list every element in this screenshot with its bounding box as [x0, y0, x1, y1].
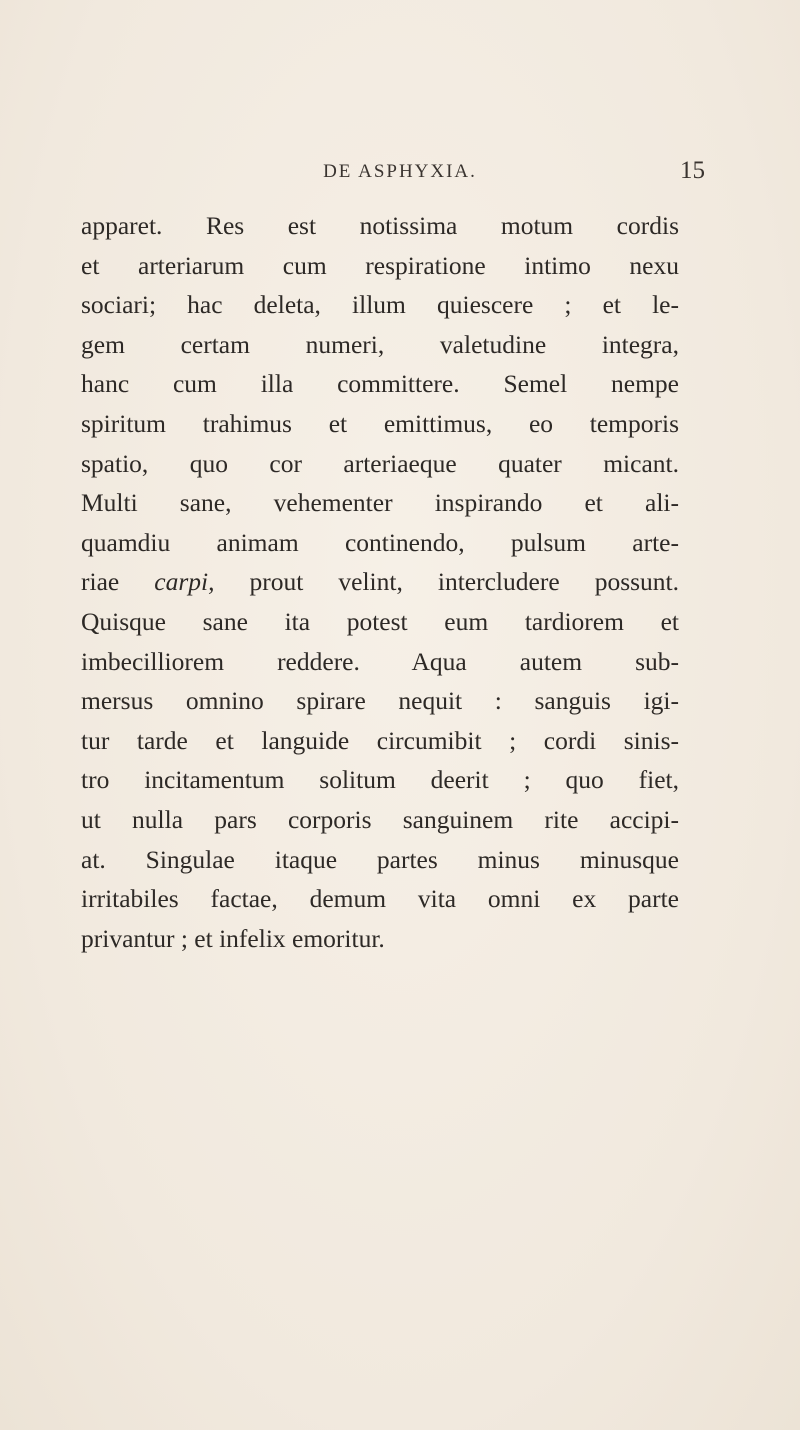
- text-line-last: privantur ; et infelix emoritur.: [81, 923, 385, 953]
- italic-term: carpi,: [154, 567, 215, 597]
- text-line-with-italic: [81, 562, 679, 602]
- body-text: [81, 206, 679, 958]
- text-line: at. Singulae itaque partes minus minusque: [81, 844, 679, 874]
- text-line: hanc cum illa committere. Semel nempe: [81, 369, 679, 399]
- text-line: apparet. Res est notissima motum cordis: [81, 211, 679, 240]
- text-line: tur tarde et languide circumibit ; cordi sinis-: [81, 725, 679, 755]
- text-line: tro incitamentum solitum deerit ; quo fiet,: [81, 765, 679, 795]
- text-line: mersus omnino spirare nequit : sanguis igi-: [81, 686, 679, 716]
- running-head: DE ASPHYXIA.: [323, 161, 477, 182]
- page-number: 15: [680, 157, 705, 184]
- text-line: sociari; hac deleta, illum quiescere ; et le-: [81, 290, 679, 320]
- text-line: quamdiu animam continendo, pulsum arte-: [81, 527, 679, 557]
- text-line: Multi sane, vehementer inspirando et ali-: [81, 488, 679, 518]
- text-line: spatio, quo cor arteriaeque quater micant.: [81, 448, 679, 478]
- text-line: gem certam numeri, valetudine integra,: [81, 329, 679, 359]
- text-segment: riae: [81, 567, 155, 597]
- page-header: [0, 157, 800, 191]
- text-line: et arteriarum cum respiratione intimo nexu: [81, 250, 679, 280]
- text-line: spiritum trahimus et emittimus, eo temporis: [81, 408, 679, 438]
- text-line: imbecilliorem reddere. Aqua autem sub-: [81, 646, 679, 676]
- text-segment: prout velint, intercludere possunt.: [214, 567, 679, 597]
- text-line: ut nulla pars corporis sanguinem rite accipi-: [81, 804, 679, 834]
- text-line: irritabiles factae, demum vita omni ex parte: [81, 884, 679, 914]
- text-line: Quisque sane ita potest eum tardiorem et: [81, 606, 679, 636]
